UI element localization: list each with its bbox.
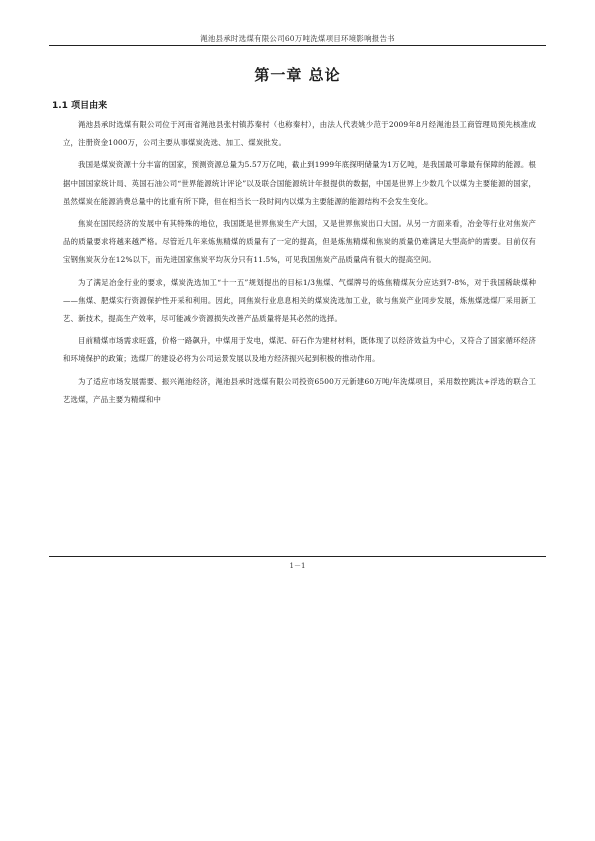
chapter-title: 第一章 总论 — [254, 66, 341, 84]
footer-divider — [49, 556, 546, 557]
paragraph: 焦炭在国民经济的发展中有其特殊的地位，我国既是世界焦炭生产大国，又是世界焦炭出口大国。从另一方面来看，冶金等行业对焦炭产品的质量要求将越来越严格。尽管近几年来炼焦精煤的质量有了一定的提高，但是炼焦精煤和焦炭的质量仍难满足大型高炉的需要。目前仅有宝钢焦炭灰分在12%以下，而先进国家焦炭平均灰分只有11.5%，可见我国焦炭产品质量尚有很大的提高空间。 — [63, 219, 536, 265]
running-header: 渑池县承时选煤有限公司60万吨洗煤项目环境影响报告书 — [200, 34, 395, 43]
section-heading: 1.1 项目由来 — [52, 101, 108, 111]
paragraph: 为了适应市场发展需要、振兴渑池经济，渑池县承时选煤有限公司投资6500万元新建60万吨/年洗煤项目，采用数控跳汰+浮选的联合工艺选煤，产品主要为精煤和中 — [63, 376, 536, 404]
paragraph: 我国是煤炭资源十分丰富的国家，预测资源总量为5.57万亿吨，截止到1999年底探明储量为1万亿吨，是我国最可靠最有保障的能源。根据中国国家统计局、英国石油公司“世界能源统计评论”以及联合国能源统计年报提供的数据，中国是世界上少数几个以煤为主要能源的国家，虽然煤炭在能源消费总量中的比重有所下降，但在相当长一段时间内以煤为主要能源的能源结构不会发生变化。 — [63, 160, 536, 206]
paragraph: 目前精煤市场需求旺盛，价格一路飙升，中煤用于发电，煤泥、矸石作为建材材料，既体现了以经济效益为中心，又符合了国家循环经济和环境保护的政策；选煤厂的建设必将为公司运景发展以及地方经济振兴起到积极的推动作用。 — [63, 336, 536, 364]
header-divider — [49, 45, 546, 46]
body-text — [63, 116, 536, 413]
paragraph: 为了满足冶金行业的要求，煤炭洗选加工“十一五”规划提出的目标1/3焦煤、气煤牌号的炼焦精煤灰分应达到7-8%，对于我国稀缺煤种——焦煤、肥煤实行资源保护性开采和利用。因此，同焦炭行业息息相关的煤炭洗选加工业，欲与焦炭产业同步发展，炼焦煤选煤厂采用新工艺、新技术，提高生产效率，尽可能减少资源损失改善产品质量将是其必然的选择。 — [63, 277, 536, 324]
paragraph: 渑池县承时选煤有限公司位于河南省渑池县张村镇苏秦村（也称秦村），由法人代表姚少范于2009年8月经渑池县工商管理局预先核准成立，注册资金1000万，公司主要从事煤炭洗选、加工、煤炭批发。 — [63, 120, 536, 148]
page-number: 1－1 — [289, 562, 306, 570]
